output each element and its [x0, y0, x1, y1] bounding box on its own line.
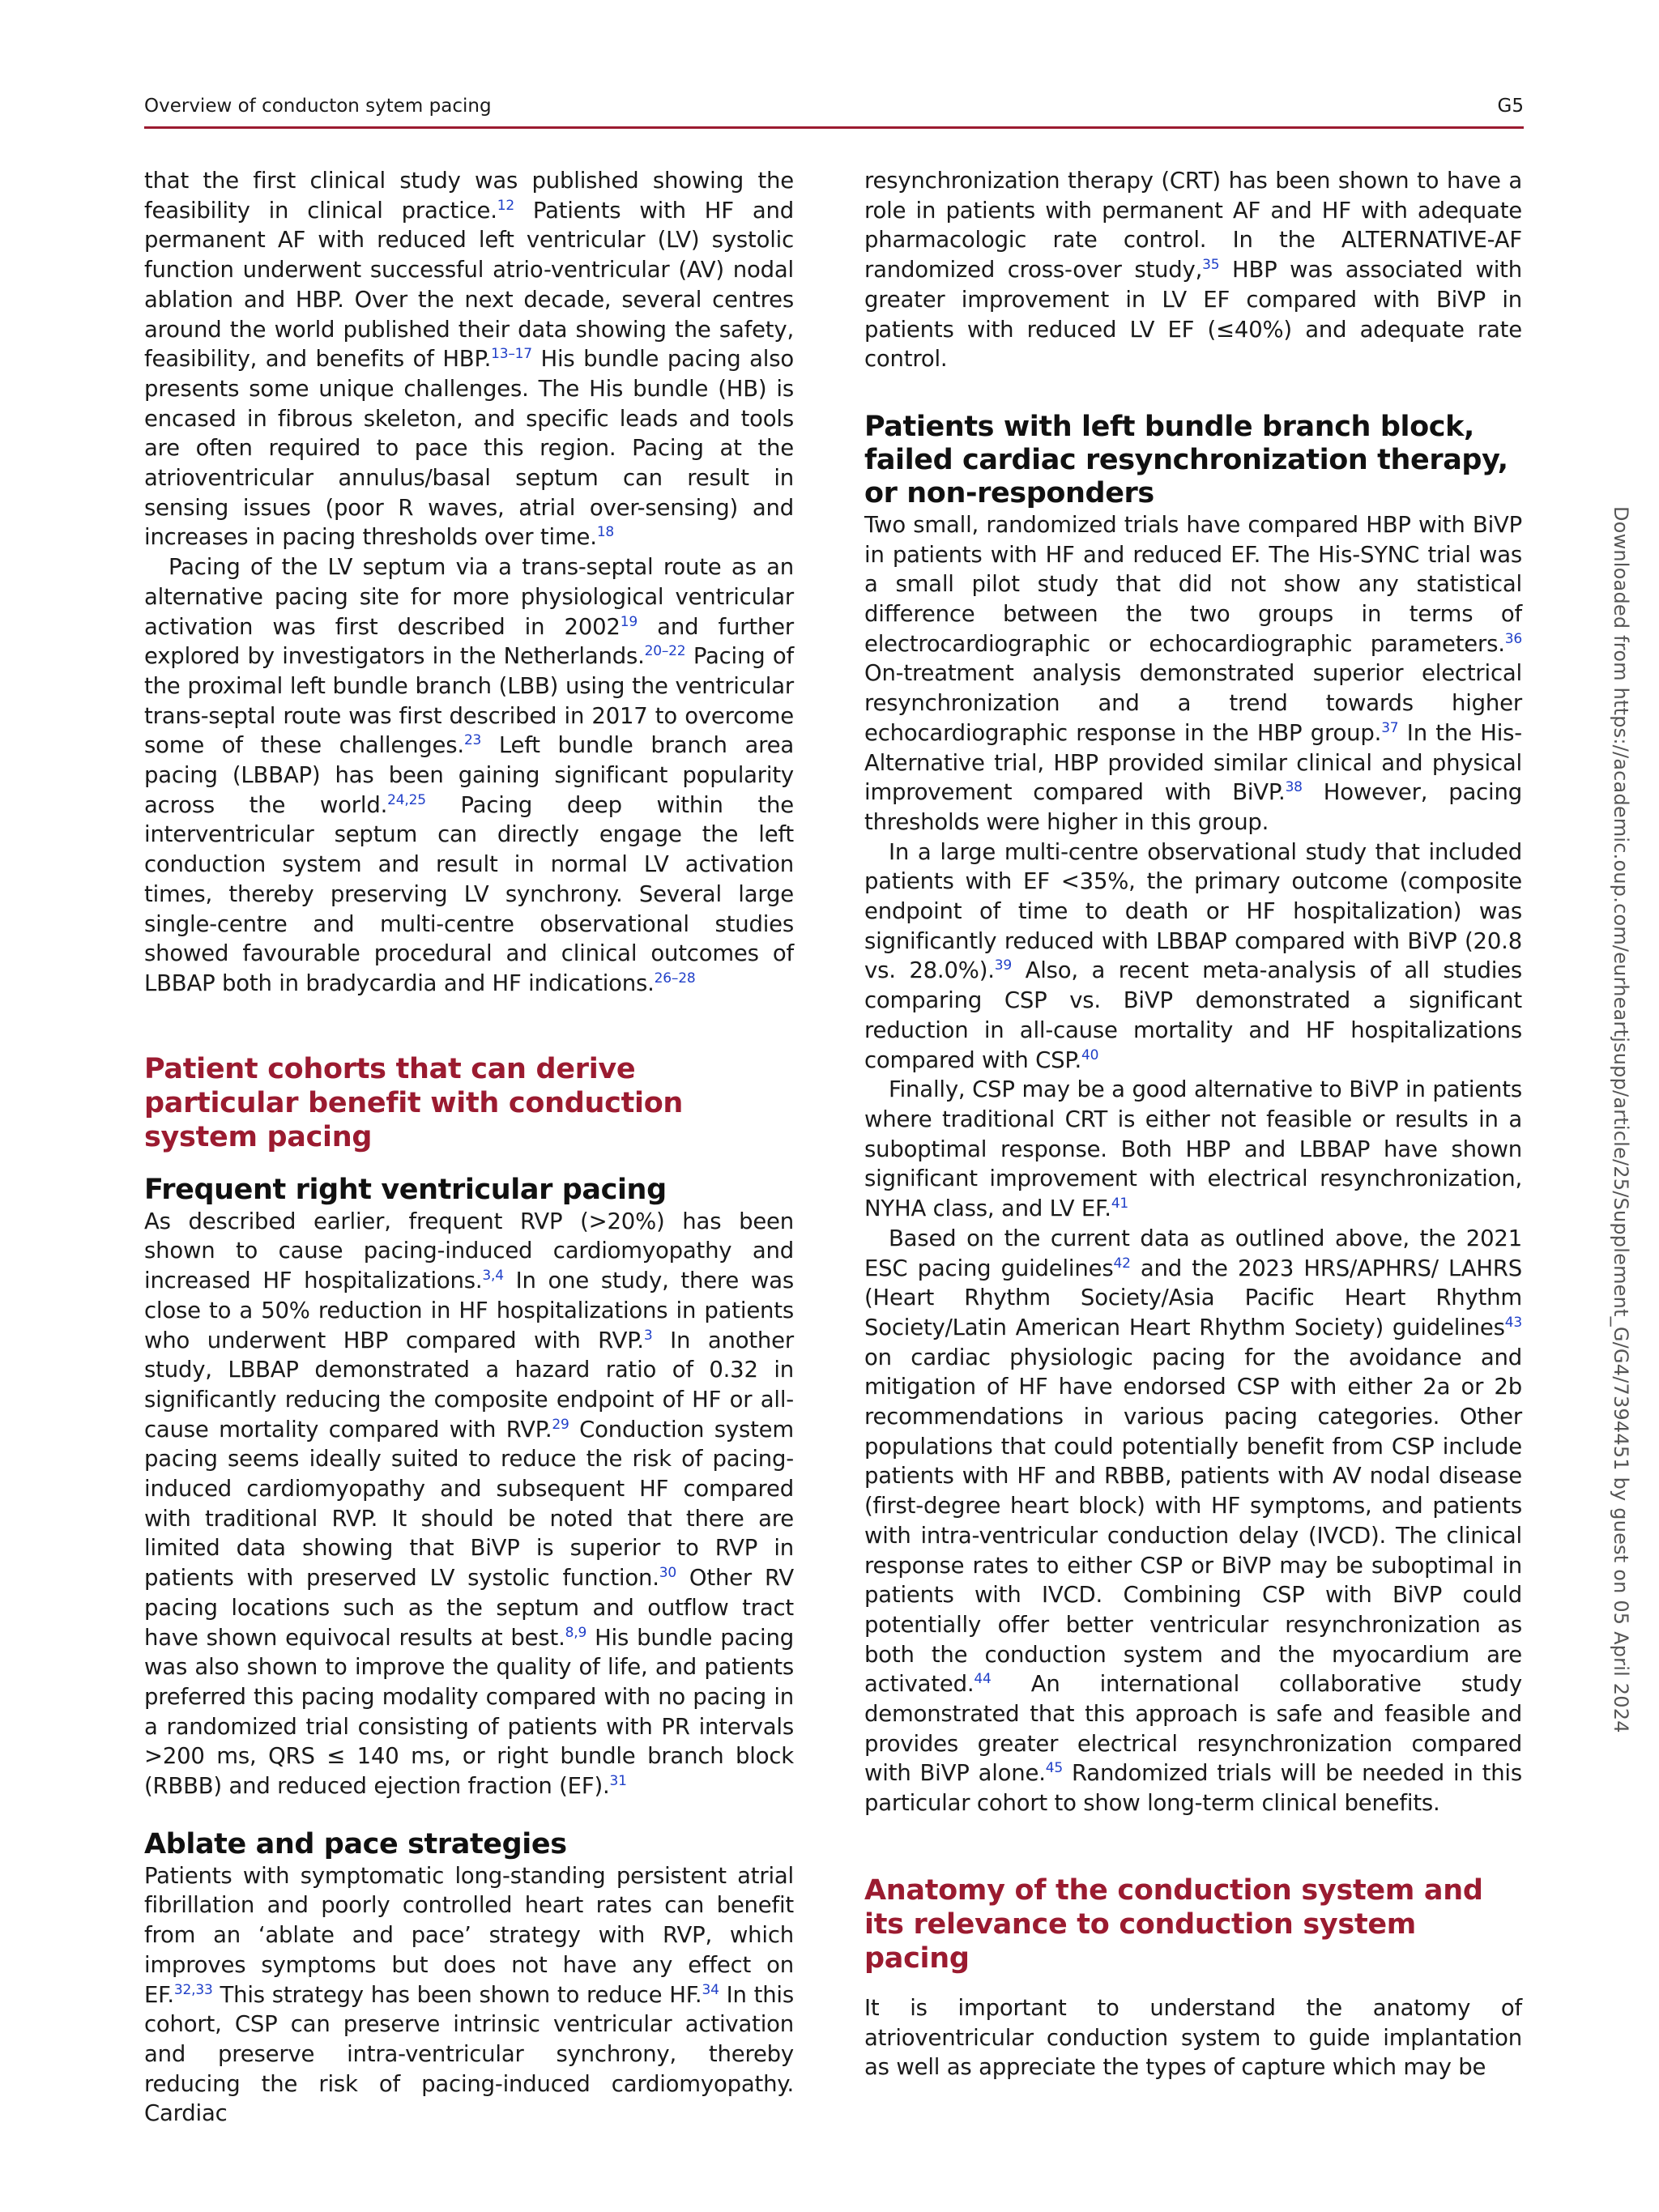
text-run: Left bundle branch area pacing (LBBAP) has been gaining significant popularity across the world.: [144, 732, 794, 818]
text-run: Based on the current data as outlined above, the 2021 ESC pacing guidelines: [864, 1225, 1522, 1281]
citation-link[interactable]: 42: [1113, 1255, 1131, 1272]
citation-link[interactable]: 39: [994, 957, 1013, 974]
text-run: and further explored by investigators in the Netherlands.: [144, 613, 794, 670]
citation-link[interactable]: 13–17: [491, 346, 532, 363]
text-run: Patients with symptomatic long-standing persistent atrial fibrillation and poorly controlled heart rates can benefit from an ‘ablate and pace’ strategy with RVP, which improves symptoms but does not have any effect on EF.: [144, 1862, 794, 2008]
paragraph: [144, 1207, 794, 1801]
paragraph: [864, 1224, 1522, 1818]
citation-link[interactable]: 43: [1504, 1314, 1522, 1331]
text-run: In a large multi-centre observational study that included patients with EF <35%, the primary outcome (composite endpoint of time to death or HF hospitalization) was significantly reduced with LBBAP compared with BiVP (20.8 vs. 28.0%).: [864, 838, 1522, 984]
citation-link[interactable]: 20–22: [644, 643, 686, 660]
citation-link[interactable]: 44: [974, 1671, 992, 1688]
text-run: His bundle pacing was also shown to improve the quality of life, and patients preferred this pacing modality compared with no pacing in a randomized trial consisting of patients with PR intervals >200 ms, QRS ≤ 140 ms, or right bundle branch block (RBBB) and reduced ejection fraction (EF).: [144, 1624, 794, 1800]
download-notice-text: Downloaded from https://academic.oup.com/eurheartjsupp/article/25/Supplement_G/G4/7394451 by guest on 05 April 2024: [1610, 506, 1632, 1733]
citation-link[interactable]: 24,25: [387, 791, 426, 808]
text-run: Patients with HF and permanent AF with reduced left ventricular (LV) systolic function underwent successful atrio-ventricular (AV) nodal ablation and HBP. Over the next decade, several centres around the world published their data showing the safety, feasibility, and benefits of HBP.: [144, 197, 794, 373]
text-run: Randomized trials will be needed in this particular cohort to show long-term clinical benefits.: [864, 1760, 1522, 1817]
citation-link[interactable]: 19: [620, 613, 638, 630]
page-header: [144, 94, 1524, 129]
text-run: In one study, there was close to a 50% reduction in HF hospitalizations in patients who underwent HBP compared with RVP.: [144, 1268, 794, 1353]
citation-link[interactable]: 26–28: [654, 970, 696, 987]
text-run: Pacing deep within the interventricular septum can directly engage the left conduction system and result in normal LV activation times, thereby preserving LV synchrony. Several large single-centre and multi-centre observational studies showed favourable procedural and clinical outcomes of LBBAP both in bradycardia and HF indications.: [144, 791, 794, 996]
running-title: Overview of conducton sytem pacing: [144, 96, 492, 117]
citation-link[interactable]: 23: [463, 732, 482, 749]
text-run: In another study, LBBAP demonstrated a hazard ratio of 0.32 in significantly reducing the composite endpoint of HF or all-cause mortality compared with RVP.: [144, 1327, 794, 1443]
citation-link[interactable]: 35: [1202, 256, 1220, 273]
text-run: Finally, CSP may be a good alternative to BiVP in patients where traditional CRT is either not feasible or results in a suboptimal response. Both HBP and LBBAP have shown significant improvement with electrical resynchronization, NYHA class, and LV EF.: [864, 1076, 1522, 1222]
paragraph: [144, 166, 794, 552]
text-run: However, pacing thresholds were higher in this group.: [864, 779, 1522, 835]
text-run: Also, a recent meta-analysis of all studies comparing CSP vs. BiVP demonstrated a significant reduction in all-cause mortality and HF hospitalizations compared with CSP.: [864, 957, 1522, 1073]
text-run: As described earlier, frequent RVP (>20%) has been shown to cause pacing-induced cardiomyopathy and increased HF hospitalizations.: [144, 1208, 794, 1294]
download-notice: [1608, 506, 1640, 1883]
citation-link[interactable]: 36: [1504, 630, 1522, 647]
citation-link[interactable]: 30: [659, 1564, 676, 1581]
text-run: on cardiac physiologic pacing for the avoidance and mitigation of HF have endorsed CSP with either 2a or 2b recommendations in various pacing categories. Other populations that could potentially benefit from CSP include patients with HF and RBBB, patients with AV nodal disease (first-degree heart block) with HF symptoms, and patients with intra-ventricular conduction delay (IVCD). The clinical response rates to either CSP or BiVP may be suboptimal in patients with IVCD. Combining CSP with BiVP could potentially offer better ventricular resynchronization as both the conduction system and the myocardium are activated.: [864, 1344, 1522, 1698]
text-run: Two small, randomized trials have compared HBP with BiVP in patients with HF and reduced EF. The His-SYNC trial was a small pilot study that did not show any statistical difference between the two groups in terms of electrocardiographic or echocardiographic parameters.: [864, 511, 1522, 657]
citation-link[interactable]: 29: [552, 1416, 569, 1433]
citation-link[interactable]: 40: [1081, 1046, 1099, 1063]
left-column: [144, 166, 794, 2129]
text-run: It is important to understand the anatomy of atrioventricular conduction system to guide implantation as well as appreciate the types of capture which may be: [864, 1994, 1522, 2081]
right-column: [864, 166, 1522, 2082]
citation-link[interactable]: 18: [596, 524, 615, 541]
citation-link[interactable]: 32,33: [173, 1981, 213, 1998]
text-run: In the His-Alternative trial, HBP provided similar clinical and physical improvement compared with BiVP.: [864, 719, 1522, 806]
text-run: In this cohort, CSP can preserve intrinsic ventricular activation and preserve intra-ventricular synchrony, thereby reducing the risk of pacing-induced cardiomyopathy. Cardiac: [144, 1981, 794, 2127]
subsection-heading: Frequent right ventricular pacing: [144, 1173, 667, 1206]
paragraph: [864, 510, 1522, 837]
citation-link[interactable]: 34: [702, 1981, 719, 1998]
text-run: that the first clinical study was published showing the feasibility in clinical practice.: [144, 168, 794, 224]
text-run: HBP was associated with greater improvement in LV EF compared with BiVP in patients with reduced LV EF (≤40%) and adequate rate control.: [864, 257, 1522, 373]
citation-link[interactable]: 38: [1285, 779, 1303, 796]
section-heading: Patient cohorts that can derive particular benefit with conduction system pacing: [144, 1052, 684, 1153]
text-run: Pacing of the proximal left bundle branch (LBB) using the ventricular trans-septal route was first described in 2017 to overcome some of these challenges.: [144, 643, 794, 759]
page-number: G5: [1497, 96, 1524, 117]
paragraph: [864, 1075, 1522, 1224]
paragraph: [144, 552, 794, 999]
text-run: and the 2023 HRS/APHRS/ LAHRS (Heart Rhythm Society/Asia Pacific Heart Rhythm Society/Latin American Heart Rhythm Society) guidelines: [864, 1255, 1522, 1340]
citation-link[interactable]: 3,4: [482, 1267, 504, 1284]
text-run: Other RV pacing locations such as the septum and outflow tract have shown equivocal results at best.: [144, 1565, 794, 1651]
citation-link[interactable]: 3: [643, 1327, 653, 1344]
text-run: Conduction system pacing seems ideally suited to reduce the risk of pacing-induced cardiomyopathy and subsequent HF compared with traditional RVP. It should be noted that there are limited data showing that BiVP is superior to RVP in patients with preserved LV systolic function.: [144, 1416, 794, 1592]
paragraph: [144, 1861, 794, 2129]
text-run: resynchronization therapy (CRT) has been shown to have a role in patients with permanent AF and HF with adequate pharmacologic rate control. In the ALTERNATIVE-AF randomized cross-over study,: [864, 168, 1522, 283]
paragraph: [864, 166, 1522, 374]
section-heading: Anatomy of the conduction system and its relevance to conduction system pacing: [864, 1873, 1483, 1975]
citation-link[interactable]: 12: [497, 197, 514, 214]
paragraph: [864, 837, 1522, 1076]
citation-link[interactable]: 41: [1111, 1195, 1129, 1212]
text-run: This strategy has been shown to reduce HF.: [212, 1981, 702, 2008]
citation-link[interactable]: 31: [609, 1772, 627, 1789]
text-run: Pacing of the LV septum via a trans-septal route as an alternative pacing site for more physiological ventricular activation was first described in 2002: [144, 554, 794, 640]
citation-link[interactable]: 45: [1045, 1760, 1064, 1777]
text-run: An international collaborative study demonstrated that this approach is safe and feasible and provides greater electrical resynchronization compared with BiVP alone.: [864, 1671, 1522, 1787]
subsection-heading: Patients with left bundle branch block, failed cardiac resynchronization therapy, or non-responders: [864, 410, 1508, 509]
citation-link[interactable]: 37: [1381, 719, 1399, 736]
text-run: On-treatment analysis demonstrated superior electrical resynchronization and a trend towards higher echocardiographic response in the HBP group.: [864, 660, 1522, 746]
citation-link[interactable]: 8,9: [565, 1624, 587, 1641]
paragraph: [864, 1993, 1522, 2082]
subsection-heading: Ablate and pace strategies: [144, 1827, 567, 1860]
text-run: His bundle pacing also presents some unique challenges. The His bundle (HB) is encased in fibrous skeleton, and specific leads and tools are often required to pace this region. Pacing at the atrioventricular annulus/basal septum can result in sensing issues (poor R waves, atrial over-sensing) and increases in pacing thresholds over time.: [144, 346, 794, 551]
